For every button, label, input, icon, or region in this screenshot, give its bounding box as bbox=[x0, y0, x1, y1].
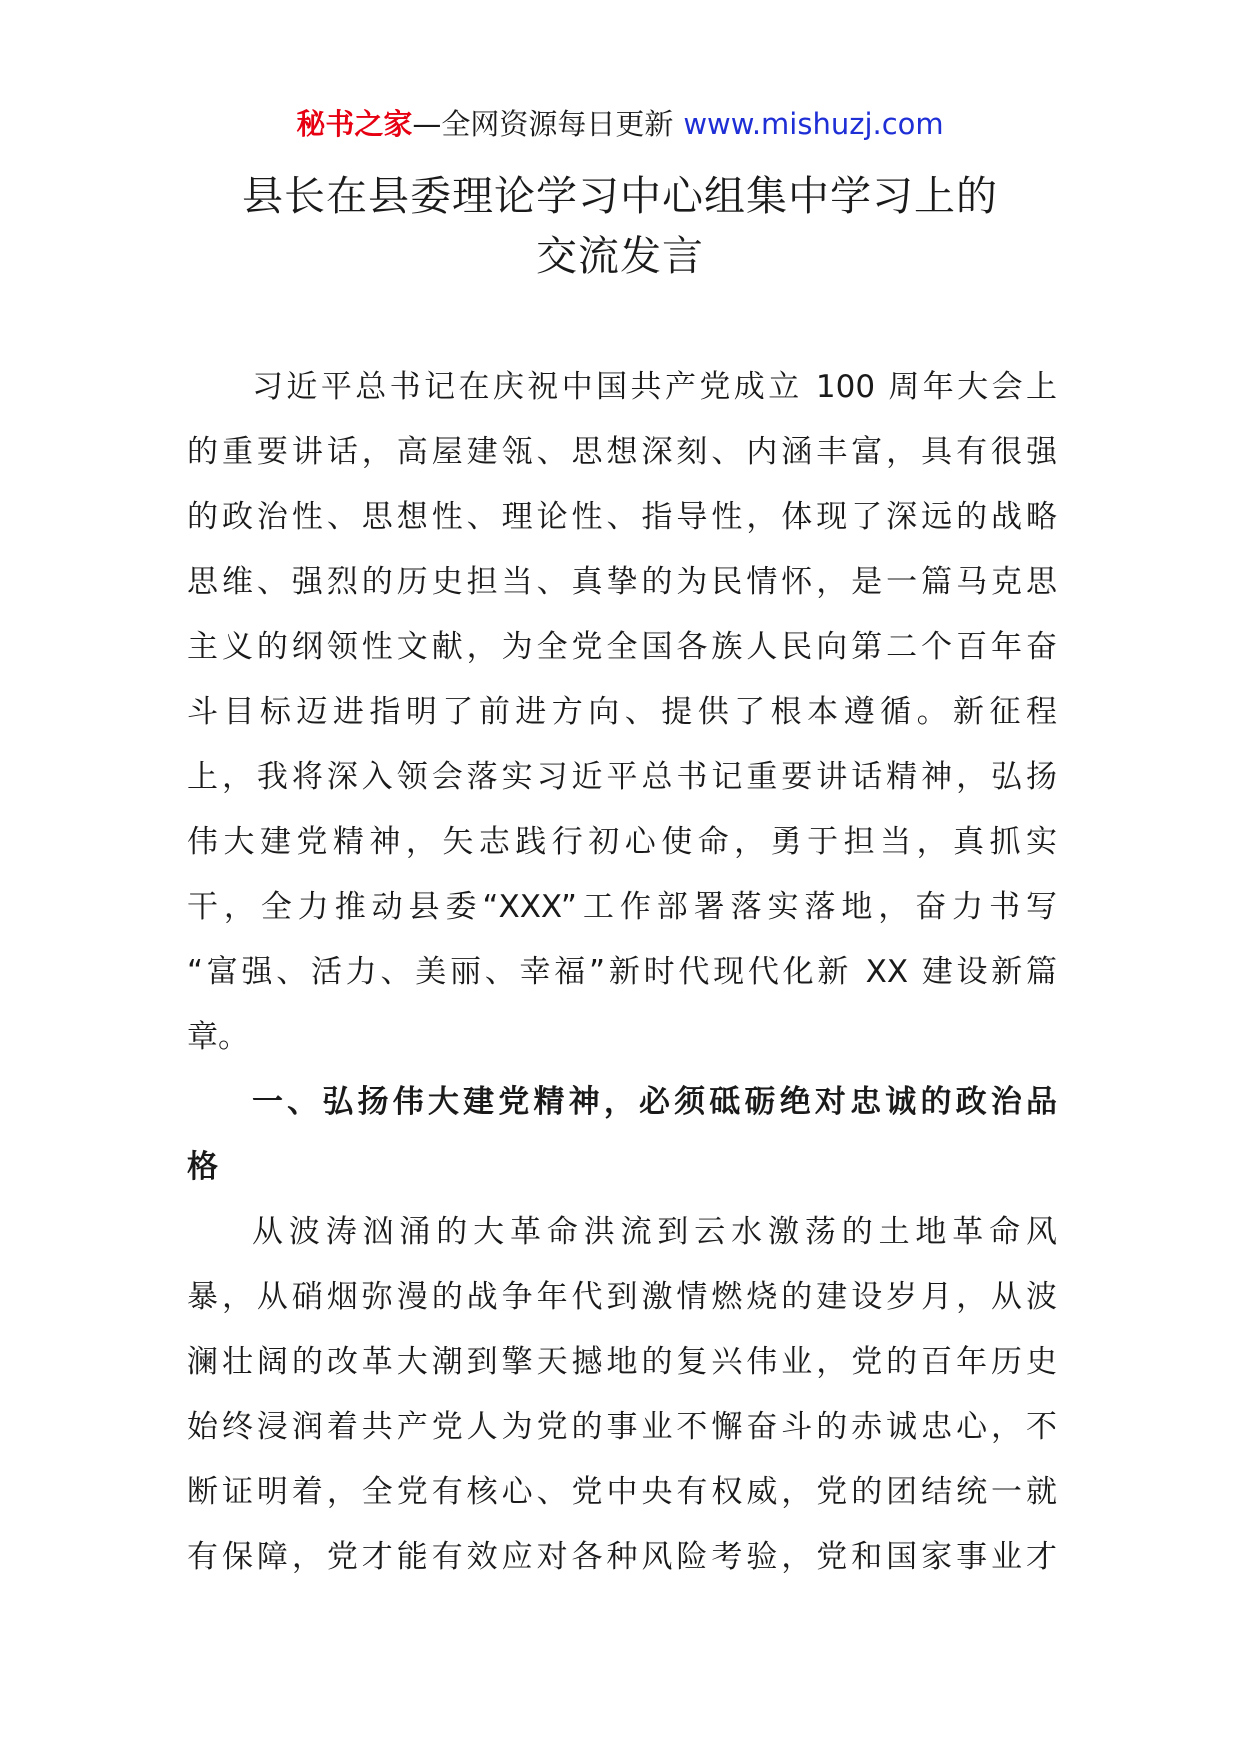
title-line-1: 县长在县委理论学习中心组集中学习上的 bbox=[242, 172, 998, 220]
title-line-2: 交流发言 bbox=[536, 232, 704, 280]
paragraph-line: 暴，从硝烟弥漫的战争年代到激情燃烧的建设岁月，从波 bbox=[187, 1279, 1057, 1315]
paragraph-line: 的重要讲话，高屋建瓴、思想深刻、内涵丰富，具有很强 bbox=[187, 434, 1057, 470]
paragraph-line: 从波涛汹涌的大革命洪流到云水激荡的土地革命风 bbox=[252, 1214, 1057, 1250]
header-tagline: —全网资源每日更新 bbox=[412, 107, 674, 141]
paragraph-line: 上，我将深入领会落实习近平总书记重要讲话精神，弘扬 bbox=[187, 759, 1057, 795]
paragraph-line: 斗目标迈进指明了前进方向、提供了根本遵循。新征程 bbox=[187, 694, 1057, 730]
document-body bbox=[187, 355, 1057, 1590]
paragraph-line: 伟大建党精神，矢志践行初心使命，勇于担当，真抓实 bbox=[187, 824, 1057, 860]
paragraph-line: 断证明着，全党有核心、党中央有权威，党的团结统一就 bbox=[187, 1474, 1057, 1510]
paragraph-1 bbox=[187, 355, 1057, 1070]
site-url-link[interactable]: www.mishuzj.com bbox=[683, 107, 944, 141]
paragraph-line: 澜壮阔的改革大潮到擎天撼地的复兴伟业，党的百年历史 bbox=[187, 1344, 1057, 1380]
paragraph-line: 思维、强烈的历史担当、真挚的为民情怀，是一篇马克思 bbox=[187, 564, 1057, 600]
paragraph-line: “富强、活力、美丽、幸福”新时代现代化新 XX 建设新篇 bbox=[187, 954, 1057, 990]
document-title bbox=[140, 166, 1100, 286]
section-heading-line: 一、弘扬伟大建党精神，必须砥砺绝对忠诚的政治品 bbox=[252, 1084, 1057, 1120]
brand-name: 秘书之家 bbox=[296, 107, 413, 141]
paragraph-2 bbox=[187, 1200, 1057, 1590]
paragraph-line: 习近平总书记在庆祝中国共产党成立 100 周年大会上 bbox=[252, 369, 1057, 405]
section-heading-1 bbox=[187, 1070, 1057, 1200]
paragraph-line: 干，全力推动县委“XXX”工作部署落实落地，奋力书写 bbox=[187, 889, 1057, 925]
site-header bbox=[0, 104, 1240, 144]
paragraph-line: 章。 bbox=[187, 1019, 249, 1055]
paragraph-line: 的政治性、思想性、理论性、指导性，体现了深远的战略 bbox=[187, 499, 1057, 535]
paragraph-line: 主义的纲领性文献，为全党全国各族人民向第二个百年奋 bbox=[187, 629, 1057, 665]
section-heading-line: 格 bbox=[187, 1149, 218, 1185]
paragraph-line: 始终浸润着共产党人为党的事业不懈奋斗的赤诚忠心，不 bbox=[187, 1409, 1057, 1445]
paragraph-line: 有保障，党才能有效应对各种风险考验，党和国家事业才 bbox=[187, 1539, 1057, 1575]
